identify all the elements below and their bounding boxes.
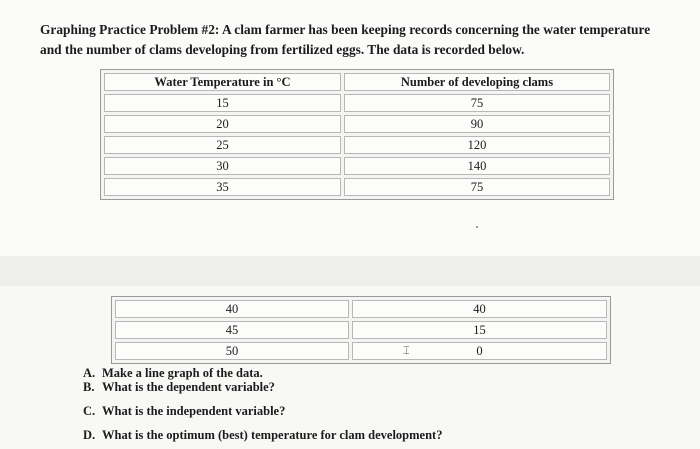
clams-cell: 75 (344, 94, 610, 112)
question-letter: B. (83, 380, 95, 394)
stray-mark (476, 226, 478, 228)
question-a (83, 366, 263, 381)
temperature-cell: 15 (104, 94, 341, 112)
table-row (115, 342, 607, 360)
clams-cell: 40 (352, 300, 607, 318)
question-d (83, 428, 442, 443)
table-row (115, 321, 607, 339)
temperature-cell: 50 (115, 342, 349, 360)
table-header-row (104, 73, 610, 91)
question-text: Make a line graph of the data. (102, 366, 263, 380)
table-row (104, 178, 610, 196)
temperature-cell: 20 (104, 115, 341, 133)
clams-cell: 120 (344, 136, 610, 154)
question-b (83, 380, 275, 395)
header-clams: Number of developing clams (344, 73, 610, 91)
temperature-cell: 45 (115, 321, 349, 339)
question-text: What is the optimum (best) temperature for clam development? (102, 428, 443, 442)
data-table-part1 (100, 69, 614, 200)
temperature-cell: 40 (115, 300, 349, 318)
clams-cell: 15 (352, 321, 607, 339)
clams-cell: 140 (344, 157, 610, 175)
header-temperature: Water Temperature in °C (104, 73, 341, 91)
temperature-cell: 30 (104, 157, 341, 175)
table-row (115, 300, 607, 318)
text-cursor-icon: ⌶ (403, 345, 410, 357)
table-row (104, 157, 610, 175)
question-letter: A. (83, 366, 96, 380)
table-row (104, 94, 610, 112)
question-text: What is the dependent variable? (102, 380, 275, 394)
question-c (83, 404, 285, 419)
problem-statement: Graphing Practice Problem #2: A clam farmer has been keeping records concerning the water temperature and the number of clams developing from fertilized eggs. The data is recorded below. (40, 22, 651, 57)
clams-cell: 75 (344, 178, 610, 196)
temperature-cell: 35 (104, 178, 341, 196)
question-text: What is the independent variable? (102, 404, 286, 418)
page-gap (0, 256, 700, 286)
table-row (104, 115, 610, 133)
clams-cell: 0 (352, 342, 607, 360)
data-table-part2 (111, 296, 611, 364)
temperature-cell: 25 (104, 136, 341, 154)
question-letter: D. (83, 428, 96, 442)
table-row (104, 136, 610, 154)
question-letter: C. (83, 404, 96, 418)
clams-cell: 90 (344, 115, 610, 133)
